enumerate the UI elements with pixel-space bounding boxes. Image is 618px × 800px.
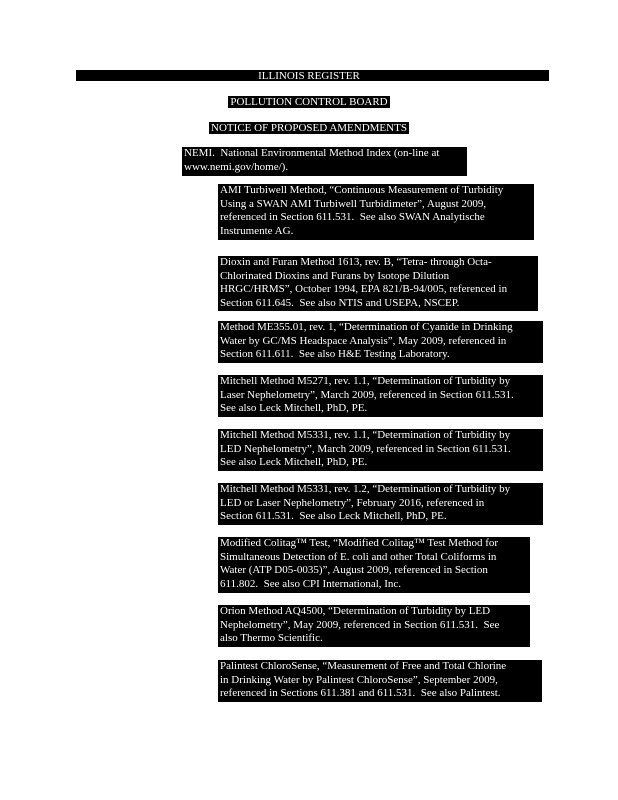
paragraph-line: www.nemi.gov/home/). — [184, 160, 289, 173]
entry-line: Simultaneous Detection of E. coli and other Total Coliforms in — [220, 550, 497, 563]
entry-line: LED Nephelometry”, March 2009, referenced in Section 611.531. — [220, 442, 511, 455]
entry-line: Mitchell Method M5331, rev. 1.2, “Determination of Turbidity by — [220, 483, 511, 495]
reference-entry — [218, 537, 530, 593]
entry-line: Chlorinated Dioxins and Furans by Isotope Dilution — [220, 269, 450, 282]
nemi-paragraph — [182, 147, 467, 176]
entry-line: Dioxin and Furan Method 1613, rev. B, “Tetra- through Octa- — [220, 256, 492, 268]
paragraph-line: NEMI. National Environmental Method Index (on-line at — [184, 147, 440, 159]
entry-line: in Drinking Water by Palintest ChloroSense”, September 2009, — [220, 673, 498, 686]
entry-line: referenced in Section 611.531. See also SWAN Analytische — [220, 211, 485, 223]
entry-line: also Thermo Scientific. — [220, 632, 323, 644]
entry-line: AMI Turbiwell Method, “Continuous Measurement of Turbidity — [220, 184, 504, 196]
notice-title: NOTICE OF PROPOSED AMENDMENTS — [211, 122, 407, 134]
entry-line: Section 611.645. See also NTIS and USEPA, NSCEP. — [220, 296, 460, 309]
entry-line: 611.802. See also CPI International, Inc. — [220, 577, 402, 590]
entry-line: Instrumente AG. — [220, 224, 294, 237]
entry-line: HRGC/HRMS”, October 1994, EPA 821/B-94/005, referenced in — [220, 283, 508, 295]
entry-line: Mitchell Method M5271, rev. 1.1, “Determination of Turbidity by — [220, 375, 511, 387]
entry-line: Palintest ChloroSense, “Measurement of Free and Total Chlorine — [220, 660, 507, 672]
entry-line: Method ME355.01, rev. 1, “Determination of Cyanide in Drinking — [220, 321, 513, 333]
entry-line: Nephelometry”, May 2009, referenced in Section 611.531. See — [220, 618, 500, 631]
agency-title: POLLUTION CONTROL BOARD — [230, 96, 388, 108]
reference-entry — [218, 375, 543, 417]
reference-entry — [218, 483, 543, 525]
reference-entry — [218, 660, 542, 702]
entry-line: See also Leck Mitchell, PhD, PE. — [220, 402, 368, 414]
entry-line: LED or Laser Nephelometry”, February 2016, referenced in — [220, 496, 485, 509]
register-title: ILLINOIS REGISTER — [258, 70, 360, 82]
entry-line: Section 611.531. See also Leck Mitchell, PhD, PE. — [220, 510, 447, 522]
entry-line: Modified Colitag™ Test, “Modified Colitag™ Test Method for — [220, 537, 499, 549]
entry-line: referenced in Sections 611.381 and 611.531. See also Palintest. — [220, 687, 501, 699]
entry-line: Mitchell Method M5331, rev. 1.1, “Determination of Turbidity by — [220, 429, 511, 441]
reference-entry — [218, 184, 534, 240]
entry-line: See also Leck Mitchell, PhD, PE. — [220, 456, 368, 468]
reference-entry — [218, 605, 530, 647]
entry-line: Laser Nephelometry”, March 2009, referenced in Section 611.531. — [220, 388, 514, 401]
entry-line: Water by GC/MS Headspace Analysis”, May 2009, referenced in — [220, 334, 507, 347]
entry-line: Section 611.611. See also H&E Testing Laboratory. — [220, 348, 450, 360]
reference-entry — [218, 429, 543, 471]
entry-line: Water (ATP D05-0035)”, August 2009, referenced in Section — [220, 564, 488, 576]
reference-entry — [218, 256, 538, 311]
reference-entry — [218, 321, 543, 363]
entry-line: Orion Method AQ4500, “Determination of Turbidity by LED — [220, 605, 491, 617]
entry-line: Using a SWAN AMI Turbiwell Turbidimeter”, August 2009, — [220, 197, 487, 210]
